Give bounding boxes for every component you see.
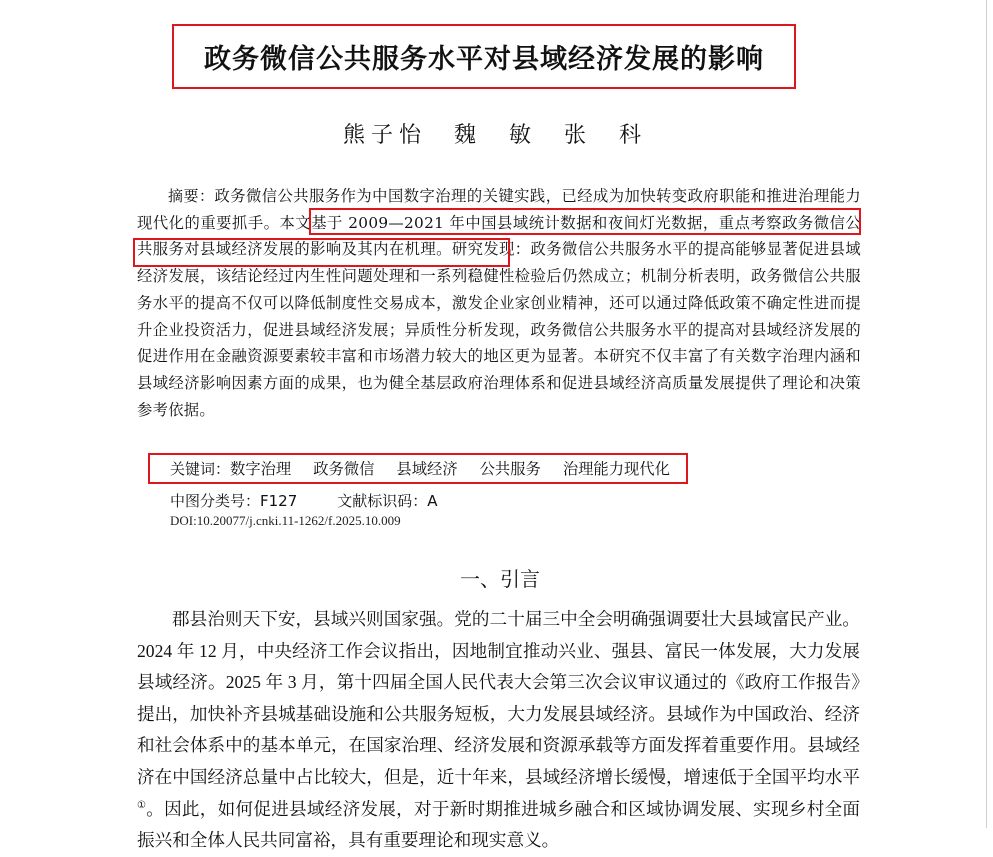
intro-paragraph	[137, 604, 860, 857]
intro-text-2: 。因此，如何促进县域经济发展，对于新时期推进城乡融合和区域协调发展、实现乡村全面振兴和全体人民共同富裕，具有重要理论和现实意义。	[137, 798, 860, 851]
abstract-block	[137, 183, 861, 423]
paper-title: 政务微信公共服务水平对县域经济发展的影响	[204, 43, 764, 75]
keyword-item: 县域经济	[396, 460, 458, 478]
classification-label: 中图分类号：	[170, 492, 261, 510]
abstract-highlighted-text: 本文基于 2009—2021 年中国县域统计数据和夜间灯光数据，重点考察政务微信公共服务对县域经济发展的影响及其内在机理。	[137, 213, 862, 259]
doc-code-label: 文献标识码：	[337, 492, 428, 510]
keyword-item: 数字治理	[230, 460, 292, 478]
keywords-label: 关键词：	[170, 460, 231, 478]
keywords-row	[170, 457, 670, 481]
paper-authors: 熊子怡 魏 敏 张 科	[343, 123, 647, 148]
abstract-label: 摘要：	[168, 187, 215, 205]
intro-text-1: 郡县治则天下安，县域兴则国家强。党的二十届三中全会明确强调要壮大县域富民产业。2024 年 12 月，中央经济工作会议指出，因地制宜推动兴业、强县、富民一体发展，大力发展县域经济。2025 年 3 月，第十四届全国人民代表大会第三次会议审议通过的《政府工作报告》提出，加快补齐县城基础设施和公共服务短板，大力发展县域经济。县域作为中国政治、经济和社会体系中的基本单元，在国家治理、经济发展和资源承载等方面发挥着重要作用。县域经济在中国经济总量中占比较大，但是，近十年来，县域经济增长缓慢，增速低于全国平均水平	[137, 609, 860, 787]
keyword-item: 公共服务	[479, 460, 541, 478]
doc-code-value: A	[427, 492, 438, 510]
doi-text: DOI:10.20077/j.cnki.11-1262/f.2025.10.009	[170, 513, 401, 528]
keyword-item: 政务微信	[313, 460, 375, 478]
abstract-text-2: 研究发现：政务微信公共服务水平的提高能够显著促进县域经济发展，该结论经过内生性问题处理和一系列稳健性检验后仍然成立；机制分析表明，政务微信公共服务水平的提高不仅可以降低制度性交易成本，激发企业家创业精神，还可以通过降低政策不确定性进而提升企业投资活力，促进县域经济发展；异质性分析发现，政务微信公共服务水平的提高对县域经济发展的促进作用在金融资源要素较丰富和市场潜力较大的地区更为显著。本研究不仅丰富了有关数字治理内涵和县域经济影响因素方面的成果，也为健全基层政府治理体系和促进县域经济高质量发展提供了理论和决策参考依据。	[137, 240, 861, 419]
classification-row	[170, 490, 438, 511]
footnote-marker[interactable]: ①	[137, 799, 147, 811]
section-title: 一、引言	[460, 567, 540, 591]
abstract-text-1: 政务微信公共服务作为中国数字治理的关键实践，已经成为加快转变政府职能和推进治理能力现代化的重要抓手。	[137, 187, 861, 232]
page-edge-rule	[986, 0, 987, 828]
classification-value: F127	[260, 492, 298, 510]
keyword-item: 治理能力现代化	[562, 460, 670, 478]
